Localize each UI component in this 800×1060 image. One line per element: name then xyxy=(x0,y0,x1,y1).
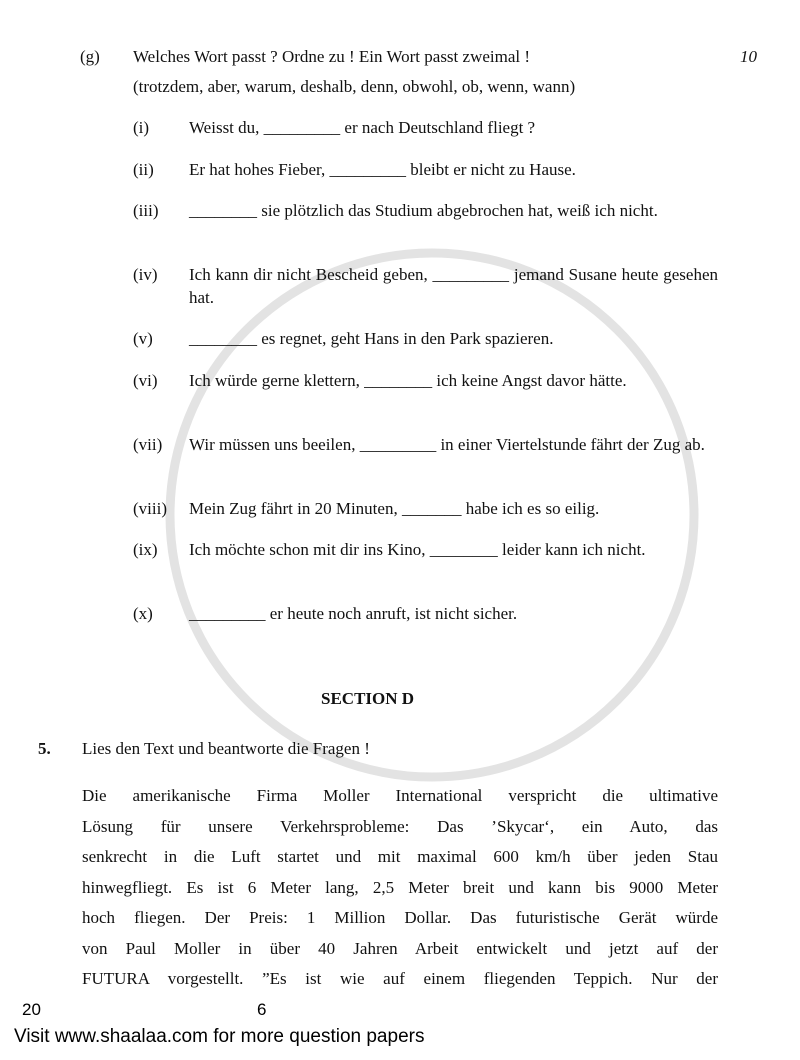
item-sentence: ________ sie plötzlich das Studium abgebrochen hat, weiß ich nicht. xyxy=(189,201,658,220)
passage-line: senkrecht in die Luft startet und mit maximal 600 km/h über jeden Stau xyxy=(82,847,718,866)
item-sentence: ________ es regnet, geht Hans in den Park spazieren. xyxy=(189,329,554,348)
item-sentence: Ich kann dir nicht Bescheid geben, _________ jemand Susane heute gesehen hat. xyxy=(189,265,718,307)
reading-passage xyxy=(82,781,718,995)
passage-line: FUTURA vorgestellt. ”Es ist wie auf einem fliegenden Teppich. Nur der xyxy=(82,969,718,988)
section-heading: SECTION D xyxy=(321,689,415,708)
question-g-instruction: Welches Wort passt ? Ordne zu ! Ein Wort passt zweimal ! xyxy=(133,47,531,66)
question-g-label: (g) xyxy=(80,47,100,66)
passage-line: hinwegfliegt. Es ist 6 Meter lang, 2,5 Meter breit und kann bis 9000 Meter xyxy=(82,877,718,897)
visit-link[interactable]: Visit www.shaalaa.com for more question papers xyxy=(14,1026,425,1047)
item-number: (iv) xyxy=(133,265,158,284)
item-sentence: Ich würde gerne klettern, ________ ich keine Angst davor hätte. xyxy=(189,371,627,390)
item-number: (ii) xyxy=(133,160,154,179)
question-5-number: 5. xyxy=(38,739,51,758)
item-number: (vi) xyxy=(133,371,158,390)
paper-code: 20 xyxy=(22,1000,41,1019)
question-g-marks: 10 xyxy=(740,47,757,66)
question-5-instruction: Lies den Text und beantworte die Fragen ! xyxy=(82,739,370,758)
passage-line: von Paul Moller in über 40 Jahren Arbeit entwickelt und jetzt auf der xyxy=(82,938,718,958)
item-number: (x) xyxy=(133,604,153,623)
item-sentence: Ich möchte schon mit dir ins Kino, ________ leider kann ich nicht. xyxy=(189,540,646,559)
item-number: (viii) xyxy=(133,499,167,518)
word-bank: (trotzdem, aber, warum, deshalb, denn, obwohl, ob, wenn, wann) xyxy=(133,77,576,96)
passage-line: Die amerikanische Firma Moller International verspricht die ultimative xyxy=(82,786,718,805)
item-number: (v) xyxy=(133,329,153,348)
item-sentence: Mein Zug fährt in 20 Minuten, _______ habe ich es so eilig. xyxy=(189,499,600,518)
item-sentence: Weisst du, _________ er nach Deutschland fliegt ? xyxy=(189,118,536,137)
item-sentence: _________ er heute noch anruft, ist nicht sicher. xyxy=(189,604,518,623)
item-number: (iii) xyxy=(133,201,159,220)
item-number: (vii) xyxy=(133,435,163,454)
page-number: 6 xyxy=(257,1000,267,1019)
passage-line: Lösung für unsere Verkehrsprobleme: Das ’Skycar‘, ein Auto, das xyxy=(82,816,718,836)
item-sentence: Er hat hohes Fieber, _________ bleibt er nicht zu Hause. xyxy=(189,160,576,179)
item-sentence: Wir müssen uns beeilen, _________ in einer Viertelstunde fährt der Zug ab. xyxy=(189,435,705,454)
passage-line: hoch fliegen. Der Preis: 1 Million Dollar. Das futuristische Gerät würde xyxy=(82,908,718,927)
item-number: (ix) xyxy=(133,540,158,559)
item-number: (i) xyxy=(133,118,150,137)
